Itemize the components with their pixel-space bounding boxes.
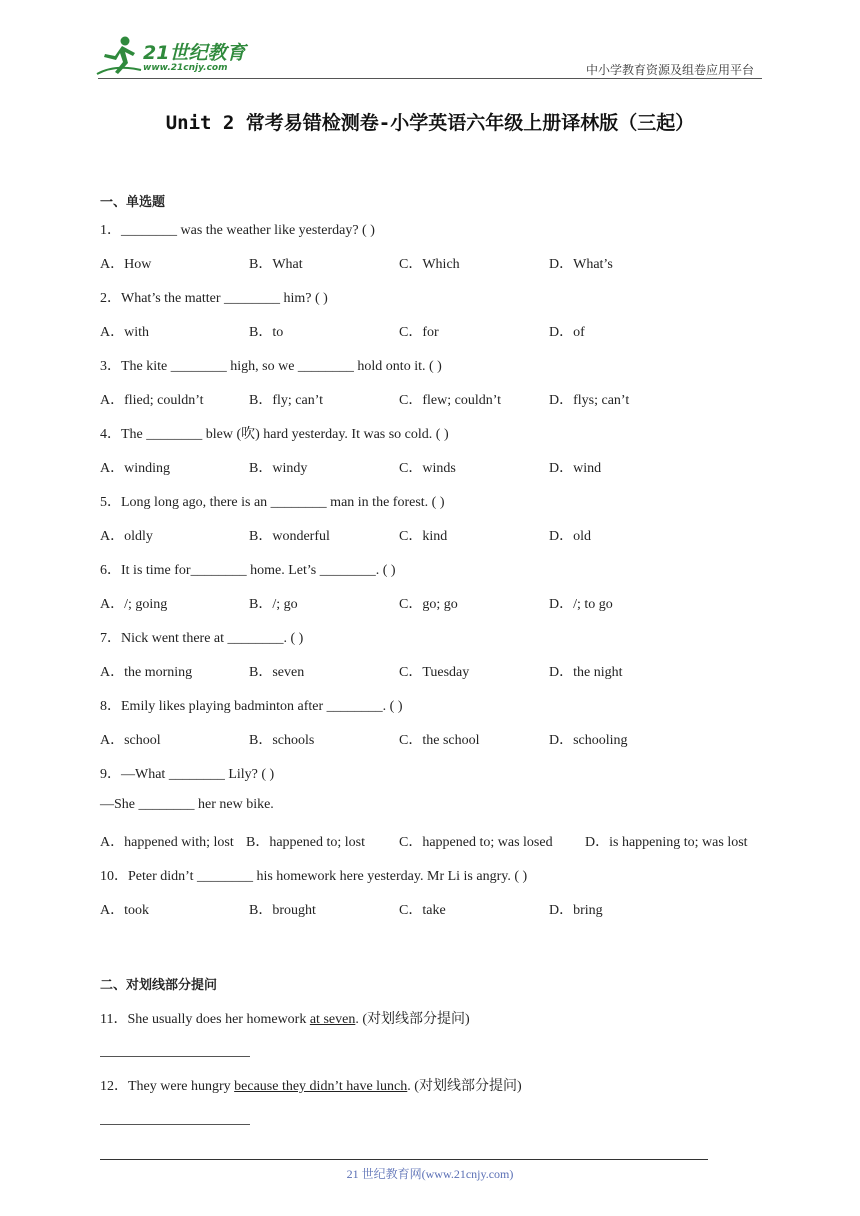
question-8-stem: 8．Emily likes playing badminton after ________. ( ) bbox=[100, 699, 403, 714]
question-9-option-d[interactable]: D．is happening to; was lost bbox=[585, 835, 748, 850]
question-11-before: 11．She usually does her homework bbox=[100, 1012, 310, 1027]
question-10-stem: 10．Peter didn’t ________ his homework here yesterday. Mr Li is angry. ( ) bbox=[100, 869, 528, 884]
footer-divider bbox=[100, 1159, 708, 1160]
question-1-option-a[interactable]: A．How bbox=[100, 257, 152, 272]
header-divider bbox=[98, 78, 762, 79]
question-1-stem: 1．________ was the weather like yesterday? ( ) bbox=[100, 223, 375, 238]
answer-line-12[interactable] bbox=[100, 1124, 250, 1125]
question-2-option-c[interactable]: C．for bbox=[399, 325, 439, 340]
logo-text: 21世纪教育 bbox=[143, 42, 246, 64]
runner-logo-icon bbox=[95, 34, 143, 78]
question-7-option-a[interactable]: A．the morning bbox=[100, 665, 193, 680]
question-2-option-b[interactable]: B．to bbox=[249, 325, 284, 340]
question-4-option-b[interactable]: B．windy bbox=[249, 461, 308, 476]
question-9-stem-reply: —She ________ her new bike. bbox=[100, 797, 274, 812]
question-6-stem: 6．It is time for________ home. Let’s ________. ( ) bbox=[100, 563, 396, 578]
question-10-option-a[interactable]: A．took bbox=[100, 903, 149, 918]
question-7-stem: 7．Nick went there at ________. ( ) bbox=[100, 631, 304, 646]
question-12-after: . (对划线部分提问) bbox=[407, 1079, 522, 1094]
question-6-option-a[interactable]: A．/; going bbox=[100, 597, 168, 612]
question-5-stem: 5．Long long ago, there is an ________ man in the forest. ( ) bbox=[100, 495, 445, 510]
footer-text: 21 世纪教育网(www.21cnjy.com) bbox=[346, 1167, 514, 1181]
question-4-stem: 4．The ________ blew (吹) hard yesterday. It was so cold. ( ) bbox=[100, 427, 449, 442]
question-6-option-c[interactable]: C．go; go bbox=[399, 597, 458, 612]
question-1-option-d[interactable]: D．What’s bbox=[549, 257, 613, 272]
question-1-option-c[interactable]: C．Which bbox=[399, 257, 460, 272]
question-8-option-d[interactable]: D．schooling bbox=[549, 733, 628, 748]
question-12-before: 12．They were hungry bbox=[100, 1079, 235, 1094]
question-3-option-c[interactable]: C．flew; couldn’t bbox=[399, 393, 502, 408]
question-4-option-d[interactable]: D．wind bbox=[549, 461, 602, 476]
section-heading-multiple-choice: 一、单选题 bbox=[100, 195, 166, 210]
page-header bbox=[0, 0, 860, 80]
question-6-option-b[interactable]: B．/; go bbox=[249, 597, 298, 612]
question-5-option-b[interactable]: B．wonderful bbox=[249, 529, 330, 544]
question-12 bbox=[100, 1075, 522, 1095]
question-7-option-c[interactable]: C．Tuesday bbox=[399, 665, 470, 680]
question-11 bbox=[100, 1008, 470, 1028]
question-6-option-d[interactable]: D．/; to go bbox=[549, 597, 613, 612]
question-4-option-c[interactable]: C．winds bbox=[399, 461, 456, 476]
question-8-option-a[interactable]: A．school bbox=[100, 733, 161, 748]
question-5-option-a[interactable]: A．oldly bbox=[100, 529, 153, 544]
question-10-option-d[interactable]: D．bring bbox=[549, 903, 603, 918]
question-10-option-b[interactable]: B．brought bbox=[249, 903, 316, 918]
question-5-option-c[interactable]: C．kind bbox=[399, 529, 448, 544]
question-11-after: . (对划线部分提问) bbox=[355, 1012, 470, 1027]
question-1-option-b[interactable]: B．What bbox=[249, 257, 303, 272]
question-8-option-b[interactable]: B．schools bbox=[249, 733, 315, 748]
question-3-option-b[interactable]: B．fly; can’t bbox=[249, 393, 324, 408]
question-7-option-d[interactable]: D．the night bbox=[549, 665, 623, 680]
question-5-option-d[interactable]: D．old bbox=[549, 529, 591, 544]
question-11-underlined: at seven bbox=[309, 1012, 356, 1027]
question-4-option-a[interactable]: A．winding bbox=[100, 461, 170, 476]
question-9-stem: 9．—What ________ Lily? ( ) bbox=[100, 767, 275, 782]
logo-url: www.21cnjy.com bbox=[143, 63, 228, 73]
page-title: Unit 2 常考易错检测卷-小学英语六年级上册译林版（三起） bbox=[165, 112, 695, 134]
answer-line-11[interactable] bbox=[100, 1056, 250, 1057]
question-9-option-c[interactable]: C．happened to; was losed bbox=[399, 835, 553, 850]
question-8-option-c[interactable]: C．the school bbox=[399, 733, 480, 748]
question-7-option-b[interactable]: B．seven bbox=[249, 665, 305, 680]
site-logo bbox=[95, 34, 265, 78]
question-3-stem: 3．The kite ________ high, so we ________ hold onto it. ( ) bbox=[100, 359, 442, 374]
question-10-option-c[interactable]: C．take bbox=[399, 903, 446, 918]
question-9-option-b[interactable]: B．happened to; lost bbox=[246, 835, 365, 850]
question-2-option-a[interactable]: A．with bbox=[100, 325, 149, 340]
section-heading-rewrite: 二、对划线部分提问 bbox=[100, 978, 218, 993]
question-3-option-a[interactable]: A．flied; couldn’t bbox=[100, 393, 204, 408]
question-2-option-d[interactable]: D．of bbox=[549, 325, 585, 340]
question-12-underlined: because they didn’t have lunch bbox=[234, 1079, 408, 1094]
question-9-option-a[interactable]: A．happened with; lost bbox=[100, 835, 234, 850]
question-3-option-d[interactable]: D．flys; can’t bbox=[549, 393, 630, 408]
question-2-stem: 2．What’s the matter ________ him? ( ) bbox=[100, 291, 328, 306]
header-platform-text: 中小学教育资源及组卷应用平台 bbox=[585, 63, 754, 77]
